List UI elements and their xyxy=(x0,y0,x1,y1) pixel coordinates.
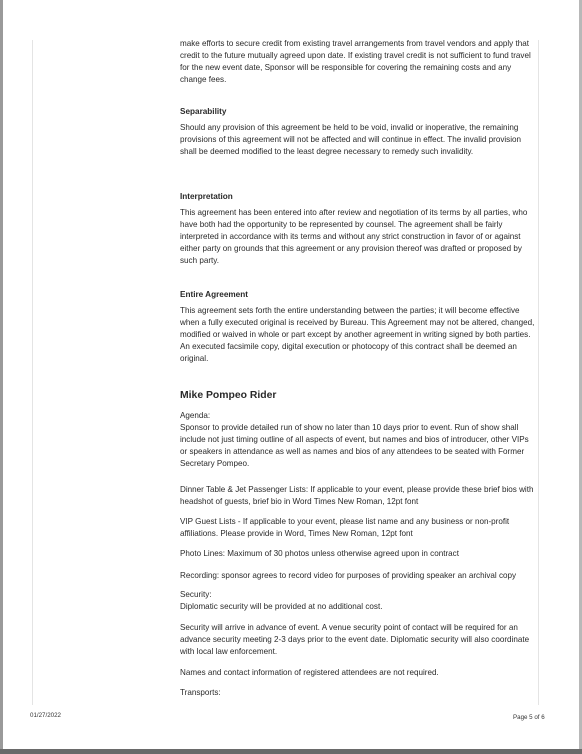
transports-label: Transports: xyxy=(180,688,221,697)
footer-page-number: Page 5 of 6 xyxy=(513,714,545,721)
security-block xyxy=(180,589,382,613)
separability-paragraph: Should any provision of this agreement be held to be void, invalid or inoperative, the remaining provisions of this agreement will not be affected and will continue in effect. The invalid provision shall be deemed modified to the least degree necessary to remedy such invalidity. xyxy=(180,123,522,156)
rider-title: Mike Pompeo Rider xyxy=(180,390,277,401)
interpretation-heading: Interpretation xyxy=(180,192,233,201)
security-paragraph: Diplomatic security will be provided at no additional cost. xyxy=(180,602,383,611)
vip-lists-paragraph: VIP Guest Lists - If applicable to your event, please list name and any business or non-profit affiliations. Please provide in Word, Times New Roman, 12pt font xyxy=(180,517,510,538)
photo-lines-paragraph: Photo Lines: Maximum of 30 photos unless otherwise agreed upon in contract xyxy=(180,549,459,558)
intro-paragraph: make efforts to secure credit from existing travel arrangements from travel vendors and apply that credit to the future mutually agreed upon date. If existing travel credit is not sufficient to fund travel for the new event date, Sponsor will be responsible for covering the remaining costs and any change fees. xyxy=(180,39,531,84)
interpretation-paragraph: This agreement has been entered into after review and negotiation of its terms by all parties, who have both had the opportunity to be represented by counsel. The agreement shall be fairly interpreted in accordance with its terms and without any strict construction in favor of or against either party on grounds that this agreement or any provision thereof was drafted or proposed by such party. xyxy=(180,208,528,265)
entire-agreement-paragraph: This agreement sets forth the entire understanding between the parties; it will become effective when a fully executed original is received by Bureau. This Agreement may not be altered, changed, modified or waived in whole or part except by another agreement in writing signed by both parties. An executed facsimile copy, digital execution or photocopy of this contract shall be deemed an original. xyxy=(180,306,535,363)
agenda-paragraph: Sponsor to provide detailed run of show no later than 10 days prior to event. Run of show shall include not just timing outline of all aspects of event, but names and bios of introducer, other VIPs or speakers in attendance as well as names and bios of any attendees to be seated with Former Secretary Pompeo. xyxy=(180,423,529,468)
scan-edge-left xyxy=(0,0,3,754)
dinner-lists-paragraph: Dinner Table & Jet Passenger Lists: If applicable to your event, please provide these brief bios with headshot of guests, brief bio in Word Times New Roman, 12pt font xyxy=(180,485,534,506)
entire-agreement-heading: Entire Agreement xyxy=(180,290,248,299)
advance-security-paragraph: Security will arrive in advance of event. A venue security point of contact will be required for an advance security meeting 2-3 days prior to the event date. Diplomatic security will also coordinate with local law enforcement. xyxy=(180,623,530,656)
margin-line-right xyxy=(538,40,539,705)
recording-paragraph: Recording: sponsor agrees to record video for purposes of providing speaker an archival copy xyxy=(180,571,517,580)
security-label: Security: xyxy=(180,590,212,599)
agenda-block xyxy=(180,410,535,470)
margin-line-left xyxy=(32,40,33,705)
agenda-label: Agenda: xyxy=(180,411,211,420)
attendee-info-paragraph: Names and contact information of registered attendees are not required. xyxy=(180,668,439,677)
footer-date: 01/27/2022 xyxy=(30,712,61,719)
scan-edge-bottom xyxy=(0,749,582,754)
separability-heading: Separability xyxy=(180,107,227,116)
